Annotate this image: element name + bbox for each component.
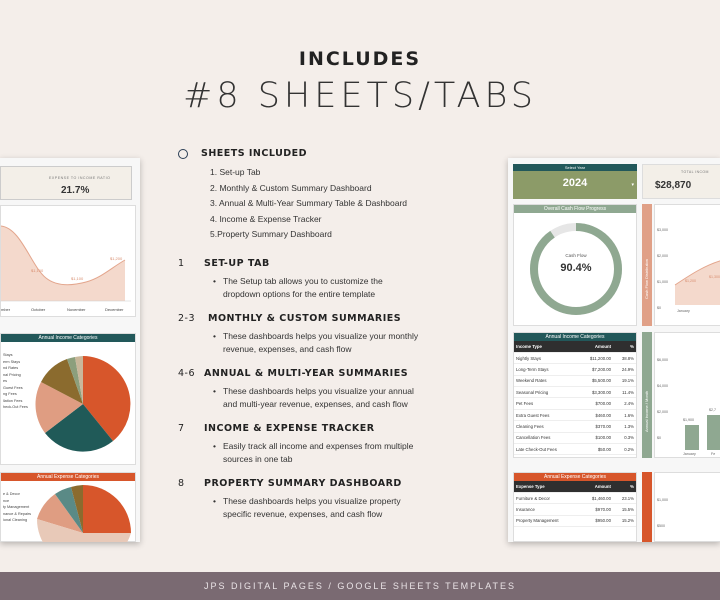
footer-bar: JPS DIGITAL PAGES / GOOGLE SHEETS TEMPLATES — [0, 572, 720, 600]
cell: $7,200.00 — [577, 364, 613, 375]
bar-month: Fe — [711, 452, 716, 456]
section-desc: specific revenue, expenses, and cash flow — [223, 508, 383, 519]
left-dashboard-preview — [0, 158, 140, 542]
section-desc: These dashboards helps you visualize property — [223, 495, 401, 506]
table-row — [514, 387, 636, 398]
cell: 23.1% — [613, 492, 636, 503]
expense-pie — [1, 473, 137, 542]
section-desc: dropdown options for the entire template — [223, 288, 376, 299]
section-number: 2-3 — [178, 312, 196, 324]
axis-tick: $500 — [657, 524, 665, 528]
legend-item: e & Decor — [3, 492, 20, 496]
section-title: SET-UP TAB — [204, 257, 270, 269]
section-desc: and multi-year revenue, expenses, and cash flow — [223, 398, 408, 409]
select-year-label: Select Year — [513, 164, 637, 171]
cell: $950.00 — [580, 515, 613, 526]
section-number: 1 — [178, 257, 185, 269]
cell: $11,200.00 — [577, 352, 613, 363]
mini-area-chart — [654, 204, 720, 326]
mini-axis — [657, 347, 668, 451]
table-row — [514, 375, 636, 386]
ratio-value: 21.7% — [61, 185, 90, 196]
income-pie-card — [0, 333, 136, 465]
cell: Cleaning Fees — [514, 421, 577, 432]
right-dashboard-preview — [508, 158, 720, 542]
cash-flow-chart-card — [0, 205, 136, 317]
section-title: INCOME & EXPENSE TRACKER — [204, 422, 375, 434]
axis-tick: $0 — [657, 306, 661, 310]
includes-heading: INCLUDES — [298, 48, 422, 70]
table-header-row — [514, 481, 636, 492]
sheets-included-items — [210, 165, 508, 243]
income-table-title: Annual Income Categories — [514, 333, 636, 341]
cell: $50.00 — [577, 444, 613, 455]
sheets-included-heading — [178, 148, 508, 159]
cell: 11.4% — [613, 387, 636, 398]
cell: Cancellation Fees — [514, 432, 577, 443]
table-row — [514, 515, 636, 526]
table-row — [514, 504, 636, 515]
sheet-item: 2. Monthly & Custom Summary Dashboard — [210, 182, 372, 193]
axis-tick: $0 — [657, 436, 661, 440]
cell: 24.9% — [613, 364, 636, 375]
table-row — [514, 398, 636, 409]
mini-month: January — [677, 309, 690, 313]
axis-tick: $1,000 — [657, 280, 668, 284]
cell: 15.5% — [613, 504, 636, 515]
expense-pie-title: Annual Expense Categories — [1, 473, 135, 481]
legend-item: ional Cleaning — [3, 518, 28, 522]
section-title: ANNUAL & MULTI-YEAR SUMMARIES — [204, 367, 409, 379]
cell: Nightly Stays — [514, 352, 577, 363]
section-setup — [178, 258, 508, 301]
cell: $5,500.00 — [577, 375, 613, 386]
cell: 1.3% — [613, 421, 636, 432]
column-header: Income Type — [514, 341, 577, 352]
cell: $1,460.00 — [580, 492, 613, 503]
dropdown-arrow-icon: ▾ — [631, 182, 634, 188]
cell: $3,300.00 — [577, 387, 613, 398]
mini-bar-chart — [654, 332, 720, 458]
income-pie-title: Annual Income Categories — [1, 334, 135, 342]
mini-axis — [657, 217, 668, 321]
cell: Property Management — [514, 515, 580, 526]
mini-point-label: $1,200 — [685, 279, 696, 283]
total-income-card — [642, 164, 720, 199]
cell: Pet Fees — [514, 398, 577, 409]
mini-expense-chart — [654, 472, 720, 542]
table-header-row — [514, 341, 636, 352]
legend-item: nd Rates — [3, 366, 19, 370]
point-label: $1,200 — [110, 256, 123, 261]
cell: $370.00 — [577, 421, 613, 432]
month-label: November — [67, 307, 86, 312]
section-number: 7 — [178, 422, 185, 434]
section-number: 4-6 — [178, 367, 196, 379]
section-monthly — [178, 313, 508, 356]
column-header: Amount — [577, 341, 613, 352]
axis-tick: $4,000 — [657, 384, 668, 388]
sheet-item: 1. Set-up Tab — [210, 167, 261, 177]
table-row — [514, 432, 636, 443]
total-value: $28,870 — [655, 180, 692, 191]
cash-flow-label: Cash Flow — [565, 253, 587, 258]
ratio-card — [0, 166, 132, 200]
income-pie — [1, 334, 137, 466]
bar-month: January — [683, 452, 696, 456]
axis-tick: $3,000 — [657, 228, 668, 232]
area-chart — [1, 206, 137, 318]
cell: $460.00 — [577, 409, 613, 420]
cell: $100.00 — [577, 432, 613, 443]
expense-table-card — [513, 472, 637, 542]
ratio-label: EXPENSE TO INCOME RATIO — [49, 176, 111, 180]
legend-item: heck-Out Fees — [3, 405, 28, 409]
expense-table — [514, 481, 636, 527]
table-row — [514, 364, 636, 375]
section-property — [178, 478, 508, 521]
income-table — [514, 341, 636, 455]
annual-income-tab — [642, 332, 652, 458]
cell: Late Check-Out Fees — [514, 444, 577, 455]
column-header: Amount — [580, 481, 613, 492]
section-desc: These dashboards helps you visualize your annual — [223, 385, 414, 396]
year-select[interactable] — [513, 164, 637, 199]
bar — [707, 415, 720, 450]
expense-pie-card — [0, 472, 136, 542]
cash-flow-value: 90.4% — [560, 262, 592, 274]
cell: Long-Term Stays — [514, 364, 577, 375]
main-heading: #8 SHEETS/TABS — [183, 76, 537, 116]
cell: Weekend Rates — [514, 375, 577, 386]
cell: 0.3% — [613, 432, 636, 443]
legend-item: Stays — [3, 353, 13, 357]
table-row — [514, 421, 636, 432]
legend-item: Guest Fees — [3, 385, 23, 390]
legend-item: nce — [3, 498, 10, 503]
bullet-icon: • — [213, 440, 216, 451]
month-label: December — [105, 307, 124, 312]
axis-tick: $2,000 — [657, 254, 668, 258]
sheet-item: 3. Annual & Multi-Year Summary Table & Dashboard — [210, 198, 408, 208]
bullet-icon: • — [213, 330, 216, 341]
sheets-included-title: SHEETS INCLUDED — [201, 148, 308, 159]
point-label: $1,100 — [31, 268, 44, 273]
legend-item: llation Fees — [3, 398, 23, 403]
cell: 15.2% — [613, 515, 636, 526]
legend-item: nance & Repairs — [3, 511, 32, 516]
legend-item: erm Stays — [3, 359, 21, 364]
section-desc: Easily track all income and expenses from multiple — [223, 440, 414, 451]
section-desc: These dashboards helps you visualize your monthly — [223, 330, 419, 341]
sheet-item: 5.Property Summary Dashboard — [210, 229, 332, 239]
cell: Seasonal Pricing — [514, 387, 577, 398]
section-annual — [178, 368, 508, 411]
year-value: 2024 — [562, 177, 588, 189]
expense-table-title: Annual Expense Categories — [514, 473, 636, 481]
point-label: $1,100 — [71, 276, 84, 281]
section-tracker — [178, 423, 508, 466]
table-row — [514, 444, 636, 455]
bullet-icon: • — [213, 495, 216, 506]
table-row — [514, 352, 636, 363]
cell: 19.1% — [613, 375, 636, 386]
mini-axis — [657, 487, 668, 539]
bullet-icon: • — [213, 275, 216, 286]
section-desc: sources in one tab — [223, 453, 293, 464]
total-label: TOTAL INCOM — [681, 170, 709, 174]
progress-title: Overall Cash Flow Progress — [514, 205, 636, 213]
cash-flow-distribution-tab — [642, 204, 652, 326]
income-table-card — [513, 332, 637, 458]
axis-tick: $2,000 — [657, 410, 668, 414]
section-desc: revenue, expenses, and cash flow — [223, 343, 352, 354]
legend-item: ng Fees — [3, 392, 17, 396]
column-header: % — [613, 481, 636, 492]
legend-item: nal Pricing — [3, 372, 21, 377]
cell: $970.00 — [580, 504, 613, 515]
progress-card — [513, 204, 637, 326]
bullet-icon: • — [213, 385, 216, 396]
month-label: mber — [1, 307, 11, 312]
bar-label: $1,900 — [683, 418, 694, 422]
bar — [685, 425, 699, 450]
cell: 2.4% — [613, 398, 636, 409]
side-label: Cash Flow Distribution — [644, 258, 649, 299]
section-number: 8 — [178, 477, 185, 489]
table-row — [514, 492, 636, 503]
sheet-item: 4. Income & Expense Tracker — [210, 213, 322, 224]
mini-point-label: $1,300 — [709, 275, 720, 279]
cell: 38.8% — [613, 352, 636, 363]
column-header: % — [613, 341, 636, 352]
cell: 0.2% — [613, 444, 636, 455]
legend-item: ty Management — [3, 505, 30, 509]
expense-tab — [642, 472, 652, 542]
legend-item: es — [3, 379, 8, 383]
sheets-list — [178, 148, 508, 521]
cell: 1.6% — [613, 409, 636, 420]
bar-label: $2,7 — [709, 408, 716, 412]
section-title: PROPERTY SUMMARY DASHBOARD — [204, 477, 402, 489]
cell: Insurance — [514, 504, 580, 515]
axis-tick: $1,000 — [657, 498, 668, 502]
section-title: MONTHLY & CUSTOM SUMMARIES — [208, 312, 402, 324]
cell: $700.00 — [577, 398, 613, 409]
table-row — [514, 409, 636, 420]
column-header: Expense Type — [514, 481, 580, 492]
month-label: October — [31, 307, 46, 312]
section-desc: The Setup tab allows you to customize the — [223, 275, 383, 286]
cell: Furniture & Decor — [514, 492, 580, 503]
side-label: Annual Income / Month — [644, 390, 649, 432]
axis-tick: $6,000 — [657, 358, 668, 362]
cell: Extra Guest Fees — [514, 409, 577, 420]
circle-icon — [178, 149, 188, 159]
